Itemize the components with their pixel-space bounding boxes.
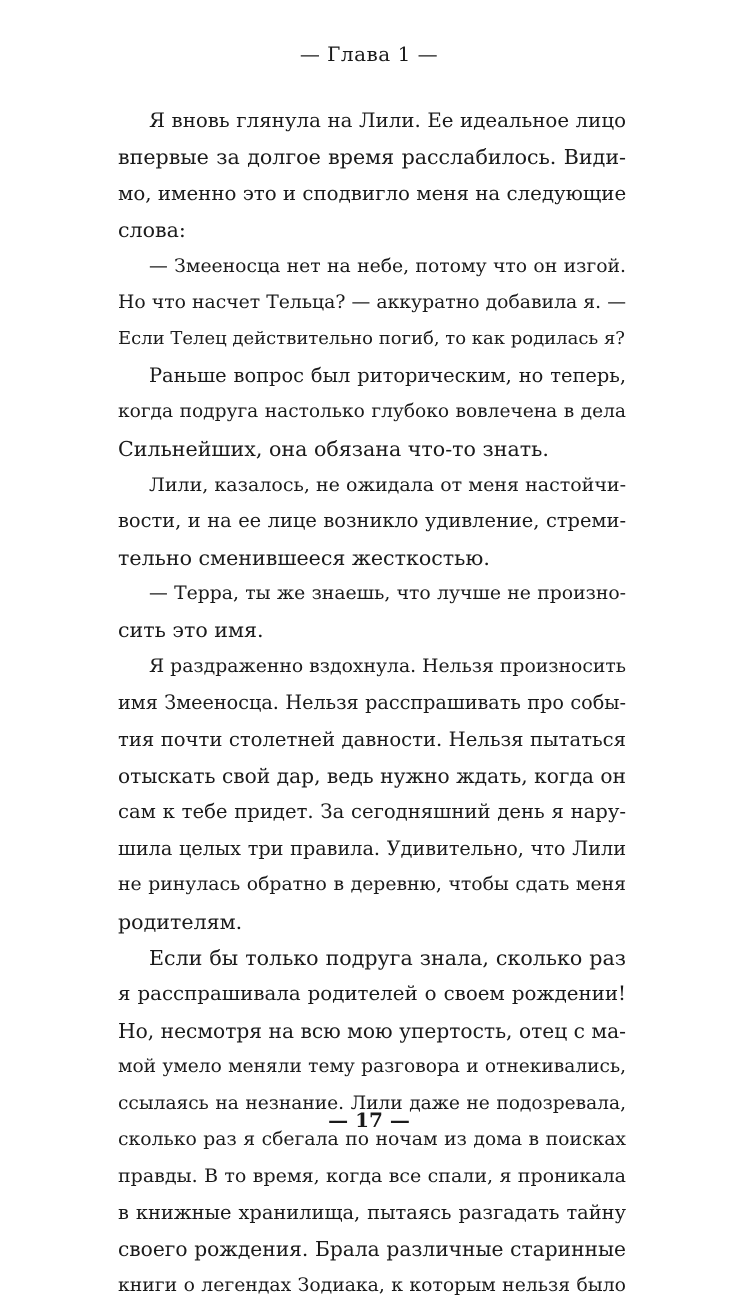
- text-line: тия почти столетней давности. Нельзя пытаться: [118, 727, 626, 751]
- text-line: Сильнейших, она обязана что-то знать.: [118, 436, 549, 461]
- text-line: мо, именно это и сподвигло меня на следующие: [118, 181, 626, 205]
- text-line: тельно сменившееся жесткостью.: [118, 545, 490, 570]
- text-line: Раньше вопрос был риторическим, но теперь,: [149, 363, 626, 387]
- text-line: в книжные хранилища, пытаясь разгадать тайну: [118, 1200, 626, 1224]
- text-line: Но что насчет Тельца? — аккуратно добавила я. —: [118, 291, 626, 313]
- text-line: не ринулась обратно в деревню, чтобы сдать меня: [118, 874, 626, 896]
- text-line: сколько раз я сбегала по ночам из дома в поисках: [118, 1128, 626, 1150]
- text-line: впервые за долгое время расслабилось. Види-: [118, 145, 626, 170]
- text-line: — Терра, ты же знаешь, что лучше не произно-: [149, 583, 626, 605]
- text-line: Если бы только подруга знала, сколько раз: [149, 945, 626, 970]
- text-line: Я раздраженно вздохнула. Нельзя произносить: [149, 655, 626, 677]
- running-head: — Глава 1 —: [299, 42, 439, 66]
- text-line: когда подруга настолько глубоко вовлечена в дела: [118, 401, 626, 423]
- text-line: — Змееносца нет на небе, потому что он изгой.: [149, 255, 626, 277]
- text-line: слова:: [118, 218, 186, 243]
- page-number: — 17 —: [328, 1108, 410, 1132]
- text-line: имя Змееносца. Нельзя расспрашивать про собы-: [118, 691, 626, 715]
- text-line: ссылаясь на незнание. Лили даже не подозревала,: [118, 1092, 626, 1114]
- text-line: Если Телец действительно погиб, то как родилась я?: [118, 328, 625, 350]
- text-line: Но, несмотря на всю мою упертость, отец с ма-: [118, 1018, 626, 1043]
- text-line: Я вновь глянула на Лили. Ее идеальное лицо: [149, 109, 626, 132]
- text-line: мой умело меняли тему разговора и отнекивались,: [118, 1056, 626, 1078]
- text-line: Лили, казалось, не ожидала от меня настойчи-: [149, 473, 626, 496]
- text-line: шила целых три правила. Удивительно, что Лили: [118, 836, 626, 860]
- text-line: я расспрашивала родителей о своем рождении!: [118, 982, 626, 1006]
- text-line: вости, и на ее лице возникло удивление, стреми-: [118, 509, 626, 533]
- text-line: сам к тебе придет. За сегодняшний день я нару-: [118, 800, 626, 824]
- text-line: правды. В то время, когда все спали, я проникала: [118, 1165, 626, 1188]
- text-line: своего рождения. Брала различные старинные: [118, 1237, 626, 1262]
- text-line: книги о легендах Зодиака, к которым нельзя было: [118, 1274, 626, 1296]
- text-line: отыскать свой дар, ведь нужно ждать, когда он: [118, 764, 626, 789]
- text-line: сить это имя.: [118, 618, 264, 643]
- text-line: родителям.: [118, 909, 243, 934]
